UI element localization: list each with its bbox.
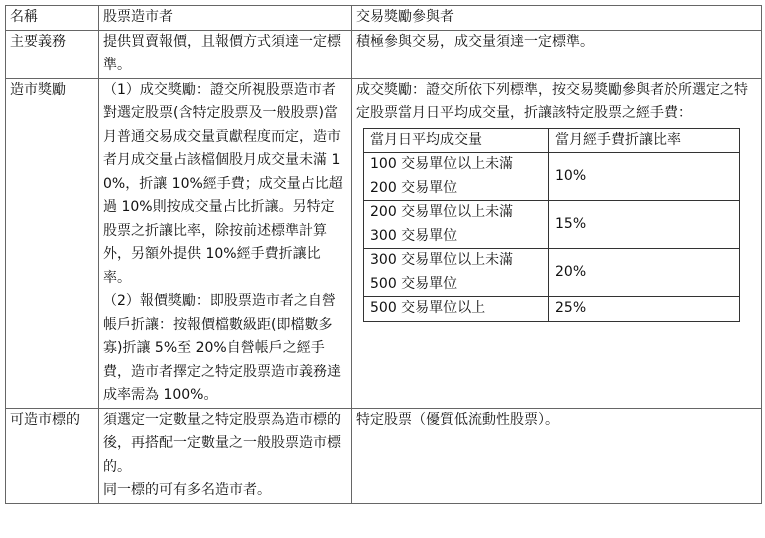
volume-range-line: 100 交易單位以上未滿 [370,156,514,172]
discount-rate: 25% [549,297,740,322]
main-duty-label: 主要義務 [6,30,99,78]
reward-label: 造市獎勵 [6,78,99,408]
header-market-maker: 股票造市者 [99,6,352,31]
reward-maker-quote-incentive: （2）報價獎勵：即股票造市者之自營帳戶折讓：按報價檔數級距(即檔數多寡)折讓 5%至 20%自營帳戶之經手費，造市者擇定之特定股票造市義務達成率需為 100%。 [103,293,341,403]
row-main-duty [6,30,762,78]
header-trading-participant: 交易獎勵參與者 [352,6,762,31]
discount-rate: 20% [549,249,740,297]
discount-rate: 15% [549,201,740,249]
discount-volume-range [364,153,549,201]
discount-header-rate: 當月經手費折讓比率 [549,128,740,153]
discount-volume-range: 500 交易單位以上 [364,297,549,322]
reward-participant-intro: 成交獎勵：證交所依下列標準，按交易獎勵參與者於所選定之特定股票當月日平均成交量，折讓該特定股票之經手費： [356,81,748,121]
row-target [6,408,762,503]
discount-header-row [364,128,740,153]
volume-range-line: 200 交易單位 [370,179,458,196]
discount-rate-table [363,128,740,322]
discount-header-volume: 當月日平均成交量 [364,128,549,153]
volume-range-line: 200 交易單位以上未滿 [370,204,514,220]
volume-range-line: 300 交易單位以上未滿 [370,252,514,268]
discount-row [364,249,740,297]
discount-volume-range [364,249,549,297]
discount-row [364,153,740,201]
document-page [5,5,762,535]
discount-row [364,201,740,249]
target-maker-cell [99,408,352,503]
discount-row [364,297,740,322]
discount-volume-range [364,201,549,249]
target-maker-multiple: 同一標的可有多名造市者。 [103,482,271,498]
header-name: 名稱 [6,6,99,31]
main-duty-participant: 積極參與交易，成交量須達一定標準。 [352,30,762,78]
target-label: 可造市標的 [6,408,99,503]
target-maker-selection: 須選定一定數量之特定股票為造市標的後，再搭配一定數量之一般股票造市標的。 [103,411,341,475]
header-row [6,6,762,31]
main-duty-maker: 提供買賣報價，且報價方式須達一定標準。 [99,30,352,78]
reward-participant-cell [352,78,762,408]
volume-range-line: 300 交易單位 [370,227,458,244]
comparison-table [5,5,762,504]
discount-rate: 10% [549,153,740,201]
target-participant: 特定股票（優質低流動性股票）。 [352,408,762,503]
row-reward [6,78,762,408]
reward-maker-cell [99,78,352,408]
reward-maker-trade-incentive: （1）成交獎勵：證交所視股票造市者對選定股票(含特定股票及一般股票)當月普通交易成交量貢獻程度而定，造市者月成交量占該檔個股月成交量未滿 10%，折讓 10%經手費；成交量占比超過 10%則按成交量占比折讓。另特定股票之折讓比率，除按前述標準計算外，另額外提供 10%經手費折讓比率。 [103,81,343,286]
volume-range-line: 500 交易單位 [370,275,458,292]
